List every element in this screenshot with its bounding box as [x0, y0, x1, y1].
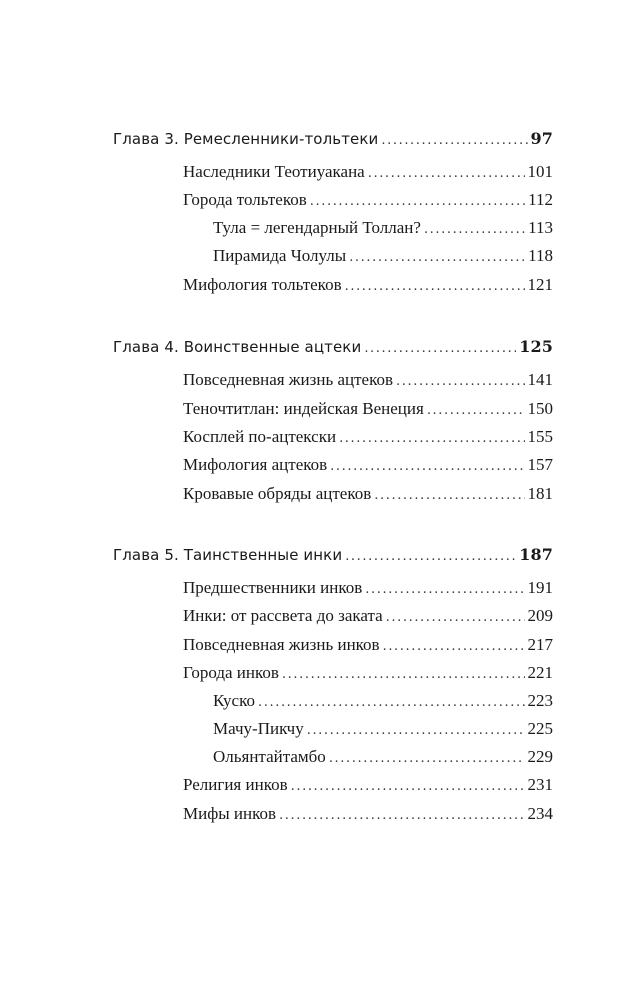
entry-title: Повседневная жизнь инков [183, 635, 380, 654]
page-number: 209 [527, 606, 553, 625]
entry-title: Пирамида Чолулы [213, 246, 347, 265]
toc-entry[interactable] [183, 480, 553, 508]
toc-entry[interactable] [183, 800, 553, 828]
entry-title: Тула = легендарный Толлан? [213, 218, 421, 237]
page-number: 229 [527, 747, 553, 766]
entry-title: Косплей по-ацтекски [183, 427, 337, 446]
toc-entry[interactable] [183, 423, 553, 451]
dot-leader [427, 397, 525, 425]
dot-leader [339, 425, 524, 453]
page-number: 187 [519, 545, 553, 564]
page-number: 155 [527, 427, 553, 446]
page-number: 181 [527, 484, 553, 503]
page-number: 125 [519, 337, 553, 356]
toc-entry[interactable] [183, 366, 553, 394]
chapter-title: Глава 3. Ремесленники-тольтеки [113, 130, 379, 148]
page-number: 234 [527, 804, 553, 823]
dot-leader [330, 453, 524, 481]
toc-entry[interactable] [183, 395, 553, 423]
dot-leader [258, 689, 524, 717]
entry-title: Мифология тольтеков [183, 275, 342, 294]
entry-title: Куско [213, 691, 256, 710]
toc-subentry[interactable] [213, 743, 553, 771]
entry-title: Предшественники инков [183, 578, 363, 597]
dot-leader [307, 717, 525, 745]
toc-entry[interactable] [183, 659, 553, 687]
entry-title: Кровавые обряды ацтеков [183, 484, 372, 503]
page-number: 121 [527, 275, 553, 294]
entry-title: Мифология ацтеков [183, 455, 328, 474]
dot-leader [279, 802, 524, 830]
dot-leader [396, 368, 524, 396]
toc-entry[interactable] [183, 631, 553, 659]
entry-title: Повседневная жизнь ацтеков [183, 370, 394, 389]
entry-title: Инки: от рассвета до заката [183, 606, 383, 625]
entry-title: Религия инков [183, 775, 288, 794]
entry-title: Города инков [183, 663, 279, 682]
page-number: 141 [527, 370, 553, 389]
dot-leader [374, 482, 524, 510]
toc-subentry[interactable] [213, 214, 553, 242]
page-number: 97 [530, 129, 553, 148]
dot-leader [345, 543, 516, 571]
entry-title: Теночтитлан: индейская Венеция [183, 399, 424, 418]
entry-title: Города тольтеков [183, 190, 307, 209]
page-number: 225 [527, 719, 553, 738]
toc-entry[interactable] [183, 158, 553, 186]
page-number: 101 [527, 162, 553, 181]
entry-title: Наследники Теотиуакана [183, 162, 365, 181]
dot-leader [345, 273, 525, 301]
dot-leader [365, 576, 524, 604]
dot-leader [424, 216, 525, 244]
toc-entry[interactable] [183, 574, 553, 602]
toc-chapter-4[interactable] [113, 333, 553, 361]
dot-leader [386, 604, 525, 632]
toc-entry[interactable] [183, 602, 553, 630]
dot-leader [310, 188, 525, 216]
dot-leader [381, 127, 527, 155]
toc-chapter-5[interactable] [113, 541, 553, 569]
page-number: 191 [527, 578, 553, 597]
page-number: 150 [527, 399, 553, 418]
toc-entry[interactable] [183, 186, 553, 214]
page-number: 118 [528, 246, 553, 265]
dot-leader [291, 773, 525, 801]
toc-subentry[interactable] [213, 687, 553, 715]
page-number: 217 [527, 635, 553, 654]
page-number: 231 [527, 775, 553, 794]
toc-chapter-3[interactable] [113, 125, 553, 153]
toc-subentry[interactable] [213, 242, 553, 270]
dot-leader [282, 661, 525, 689]
entry-title: Мачу-Пикчу [213, 719, 304, 738]
chapter-title: Глава 4. Воинственные ацтеки [113, 338, 362, 356]
dot-leader [349, 244, 525, 272]
toc-entry[interactable] [183, 771, 553, 799]
entry-title: Мифы инков [183, 804, 277, 823]
page-number: 221 [527, 663, 553, 682]
page-number: 157 [527, 455, 553, 474]
dot-leader [368, 160, 525, 188]
dot-leader [329, 745, 525, 773]
toc-entry[interactable] [183, 451, 553, 479]
chapter-title: Глава 5. Таинственные инки [113, 546, 343, 564]
page-number: 113 [528, 218, 553, 237]
page-number: 223 [527, 691, 553, 710]
dot-leader [364, 335, 516, 363]
toc-entry[interactable] [183, 271, 553, 299]
toc-subentry[interactable] [213, 715, 553, 743]
dot-leader [383, 633, 525, 661]
entry-title: Ольянтайтамбо [213, 747, 326, 766]
page-number: 112 [528, 190, 553, 209]
